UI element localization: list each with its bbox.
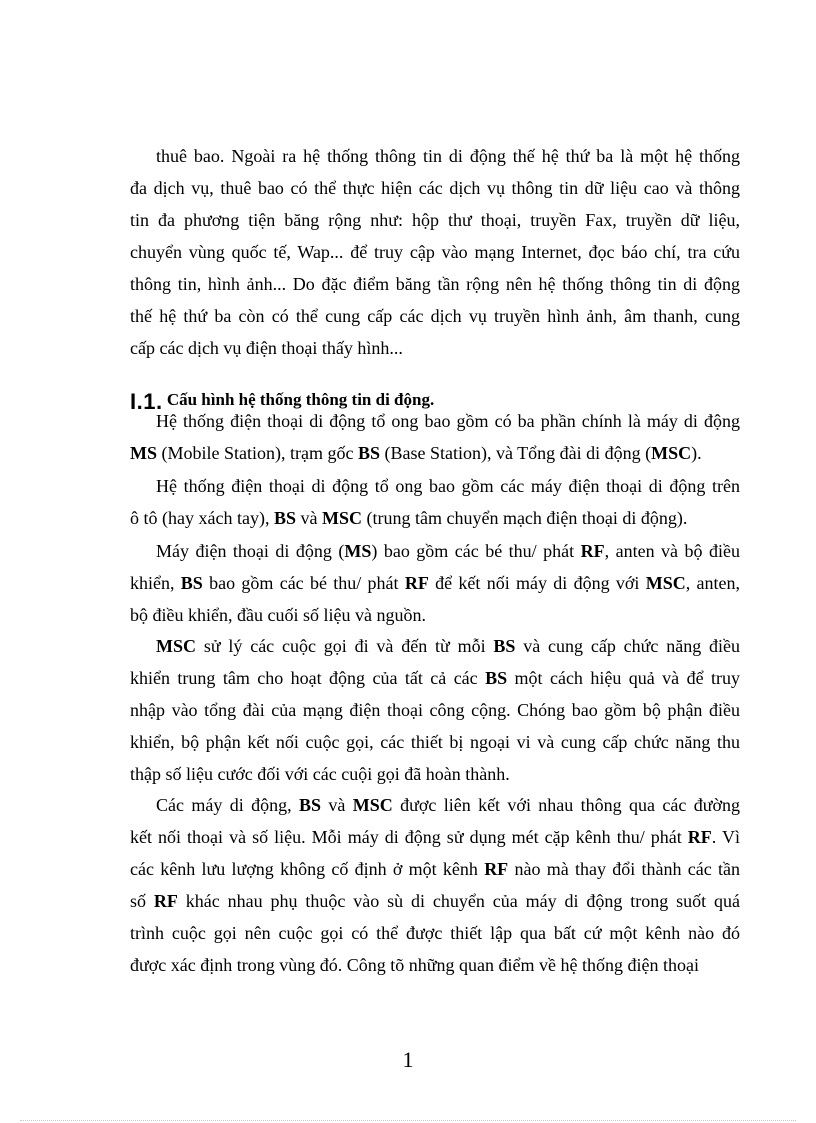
page-bottom-divider [20, 1120, 796, 1121]
paragraph-2 [130, 470, 740, 534]
page-number: 1 [402, 1047, 414, 1072]
text-line: nhập vào tổng đài của mạng điện thoại công cộng. Chóng bao gồm bộ phận điều [130, 700, 740, 720]
text-line: MS (Mobile Station), trạm gốc BS (Base Station), và Tổng đài di động (MSC). [130, 443, 702, 463]
paragraph-3 [130, 535, 740, 631]
text-line: chuyển vùng quốc tế, Wap... để truy cập vào mạng Internet, đọc báo chí, tra cứu [130, 242, 740, 262]
text-line: thông tin, hình ảnh... Do đặc điểm băng tần rộng nên hệ thống thông tin di động [130, 274, 740, 294]
text-line: Máy điện thoại di động (MS) bao gồm các bé thu/ phát RF, anten và bộ điều [156, 541, 740, 561]
text-line: trình cuộc gọi nên cuộc gọi có thể được thiết lập qua bất cứ một kênh nào đó [130, 923, 740, 943]
section-number: I.1. [130, 389, 163, 414]
text-line: đa dịch vụ, thuê bao có thể thực hiện các dịch vụ thông tin dữ liệu cao và thông [130, 178, 740, 198]
text-line: Hệ thống điện thoại di động tổ ong bao gồm có ba phần chính là máy di động [156, 411, 740, 431]
text-line: được xác định trong vùng đó. Công tõ những quan điểm về hệ thống điện thoại [130, 955, 699, 975]
intro-paragraph [130, 140, 740, 364]
text-line: thuê bao. Ngoài ra hệ thống thông tin di động thế hệ thứ ba là một hệ thống [156, 146, 740, 166]
text-line: các kênh lưu lượng không cố định ở một kênh RF nào mà thay đổi thành các tần [130, 859, 740, 879]
text-line: Các máy di động, BS và MSC được liên kết với nhau thông qua các đường [156, 795, 740, 815]
text-line: số RF khác nhau phụ thuộc vào sù di chuyển của máy di động trong suốt quá [130, 891, 740, 911]
section-title: Cấu hình hệ thống thông tin di động. [166, 390, 435, 409]
text-line: thế hệ thứ ba còn có thể cung cấp các dịch vụ truyền hình ảnh, âm thanh, cung [130, 306, 740, 326]
text-line: Hệ thống điện thoại di động tổ ong bao gồm các máy điện thoại di động trên [156, 476, 740, 496]
paragraph-1 [130, 405, 740, 469]
text-line: khiển, BS bao gồm các bé thu/ phát RF để kết nối máy di động với MSC, anten, [130, 573, 740, 593]
text-line: bộ điều khiển, đầu cuối số liệu và nguồn. [130, 605, 426, 625]
text-line: tin đa phương tiện băng rộng như: hộp thư thoại, truyền Fax, truyền dữ liệu, [130, 210, 740, 230]
text-line: khiển, bộ phận kết nối cuộc gọi, các thiết bị ngoại vi và cung cấp chức năng thu [130, 732, 740, 752]
paragraph-4 [130, 630, 740, 790]
text-line: MSC sử lý các cuộc gọi đi và đến từ mỗi BS và cung cấp chức năng điều [156, 636, 740, 656]
text-line: cấp các dịch vụ điện thoại thấy hình... [130, 338, 403, 358]
paragraph-5 [130, 789, 740, 981]
text-line: khiển trung tâm cho hoạt động của tất cả các BS một cách hiệu quả và để truy [130, 668, 740, 688]
text-line: thập số liệu cước đối với các cuội gọi đã hoàn thành. [130, 764, 510, 784]
text-line: ô tô (hay xách tay), BS và MSC (trung tâm chuyển mạch điện thoại di động). [130, 508, 688, 528]
text-line: kết nối thoại và số liệu. Mỗi máy di động sử dụng mét cặp kênh thu/ phát RF. Vì [130, 827, 740, 847]
